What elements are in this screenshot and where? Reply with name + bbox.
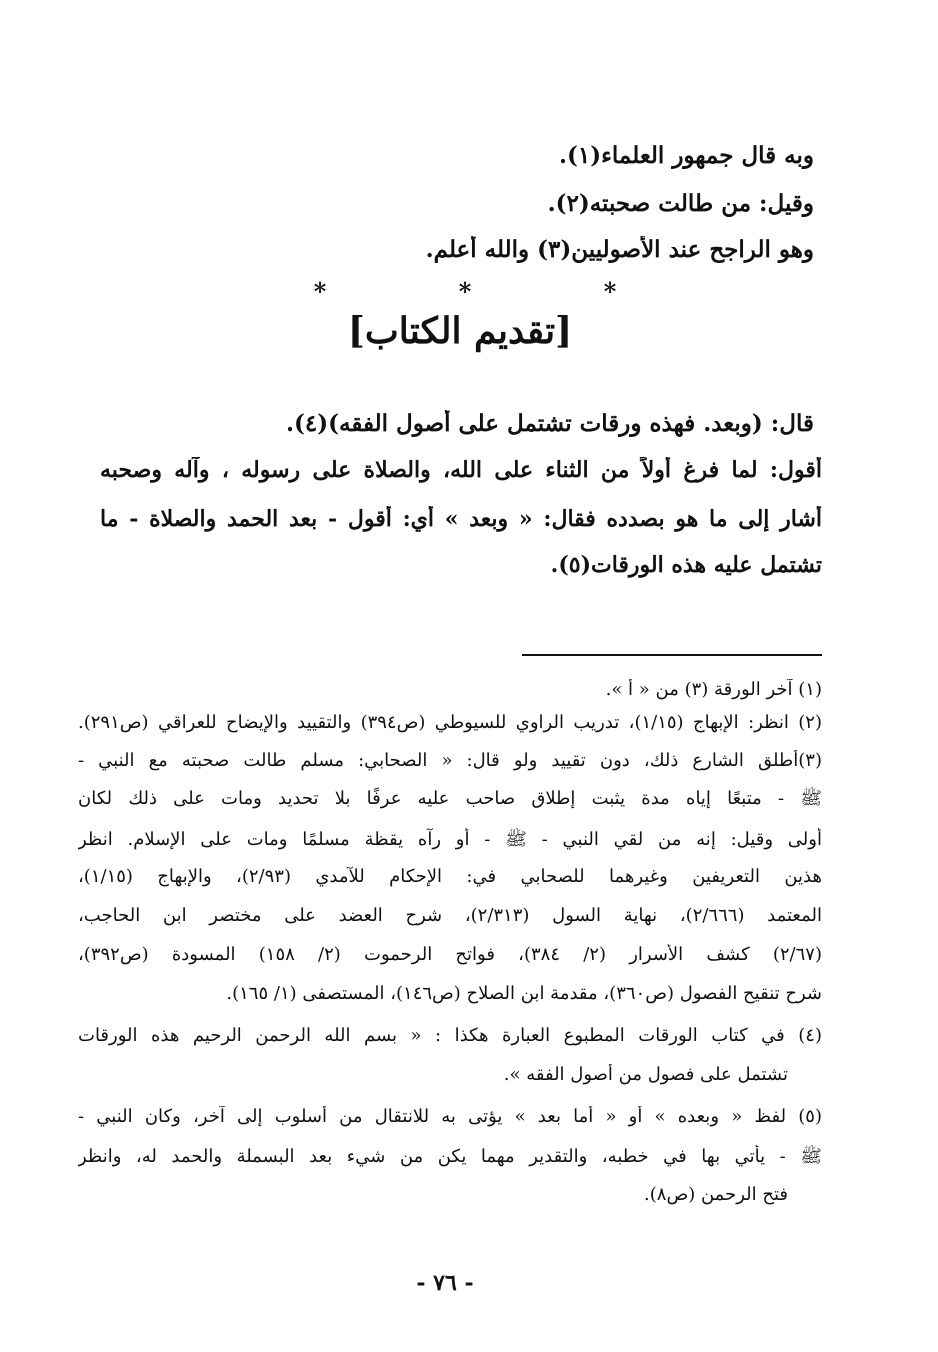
footnote-3-line: (٢/٦٧) كشف الأسرار (٢/ ٣٨٤)، فواتح الرحموت (٢/ ١٥٨) المسودة (ص٣٩٢)، xyxy=(78,944,822,965)
footnote-4-line: تشتمل على فصول من أصول الفقه ». xyxy=(503,1064,788,1085)
footnote-3-line: ﷺ - متبعًا إياه مدة يثبت إطلاق صاحب عليه عرفًا بلا تحديد ومات على ذلك لكان xyxy=(78,788,822,809)
opening-line-3: وهو الراجح عند الأصوليين(٣) والله أعلم. xyxy=(425,236,814,263)
commentary-line: تشتمل عليه هذه الورقات(٥). xyxy=(550,552,822,578)
footnote-3-line: (٣)أطلق الشارع ذلك، دون تقييد ولو قال: « الصحابي: مسلم طالت صحبته مع النبي - xyxy=(78,750,822,771)
opening-line-1: وبه قال جمهور العلماء(١). xyxy=(558,142,814,169)
footnote-5-line: ﷺ - يأتي بها في خطبه، والتقدير مهما يكن من شيء بعد البسملة والحمد له، وانظر xyxy=(78,1146,822,1167)
footnote-3-line: هذين التعريفين وغيرهما للصحابي في: الإحكام للآمدي (٢/٩٣)، والإبهاج (١/١٥)، xyxy=(78,866,822,887)
commentary-line: أشار إلى ما هو بصدده فقال: « وبعد » أي: أقول - بعد الحمد والصلاة - ما xyxy=(100,506,822,532)
page-number: - ٧٦ - xyxy=(416,1270,474,1296)
footnote-3-line: المعتمد (٢/٦٦٦)، نهاية السول (٢/٣١٣)، شرح العضد على مختصر ابن الحاجب، xyxy=(78,905,822,926)
separator-star: * xyxy=(313,277,327,306)
footnote-4-line: (٤) في كتاب الورقات المطبوع العبارة هكذا : « بسم الله الرحمن الرحيم هذه الورقات xyxy=(78,1025,822,1046)
separator-star: * xyxy=(603,277,617,306)
commentary-line: أقول: لما فرغ أولاً من الثناء على الله، والصلاة على رسوله ، وآله وصحبه xyxy=(100,457,822,483)
section-heading: [تقديم الكتاب] xyxy=(347,310,573,352)
separator-star: * xyxy=(458,277,472,306)
footnote-3-line: شرح تنقيح الفصول (ص٣٦٠)، مقدمة ابن الصلاح (ص١٤٦)، المستصفى (١/ ١٦٥). xyxy=(226,983,822,1004)
footnote-1: (١) آخر الورقة (٣) من « أ ». xyxy=(605,679,822,700)
separator-stars xyxy=(300,277,630,306)
footnote-5-line: فتح الرحمن (ص٨). xyxy=(644,1184,788,1205)
footnote-5-line: (٥) لفظ « وبعده » أو « أما بعد » يؤتى به للانتقال من أسلوب إلى آخر، وكان النبي - xyxy=(78,1106,822,1127)
quote-line: قال: (وبعد. فهذه ورقات تشتمل على أصول الفقه)(٤). xyxy=(285,410,814,437)
footnote-3-line: أولى وقيل: إنه من لقي النبي - ﷺ - أو رآه يقظة مسلمًا ومات على الإسلام. انظر xyxy=(78,829,822,850)
opening-line-2: وقيل: من طالت صحبته(٢). xyxy=(547,190,814,217)
footnote-2: (٢) انظر: الإبهاج (١/١٥)، تدريب الراوي للسيوطي (ص٣٩٤) والتقييد والإيضاح للعراقي (ص٢٩١). xyxy=(78,712,822,733)
footnote-divider xyxy=(522,654,822,656)
